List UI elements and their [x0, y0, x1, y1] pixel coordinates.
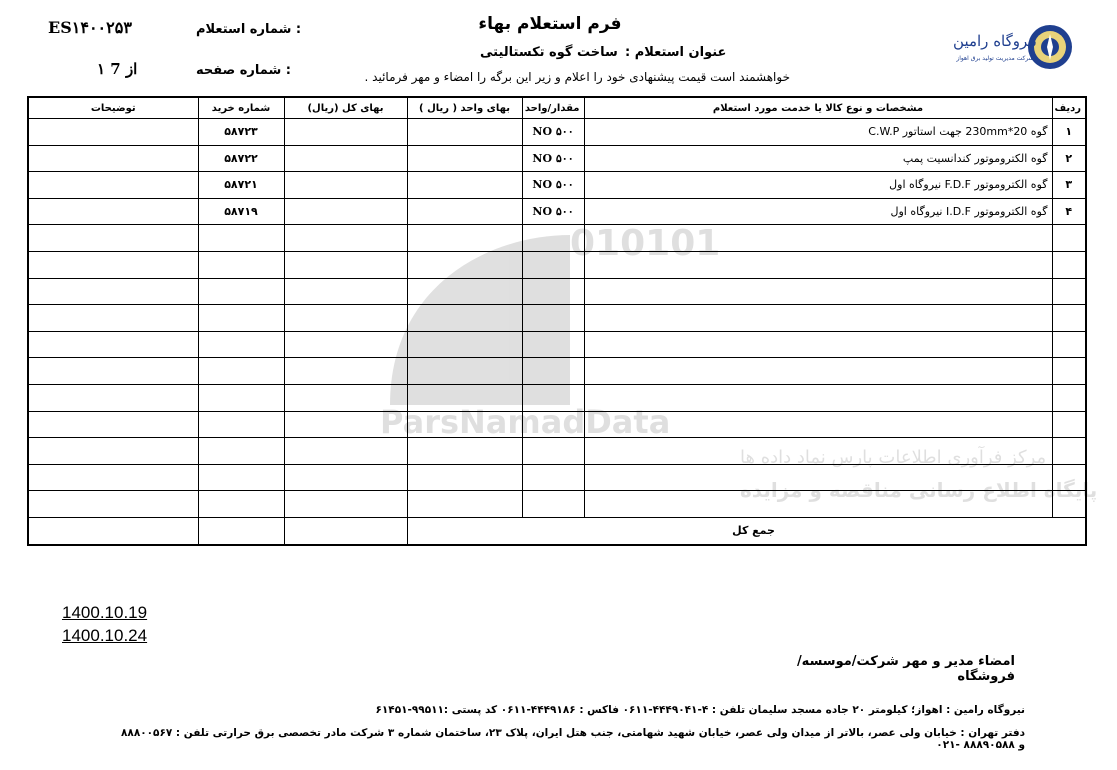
col-desc-header: مشخصات و نوع کالا یا خدمت مورد استعلام	[584, 97, 1052, 119]
purchase-number: ۵۸۷۱۹	[198, 198, 284, 225]
purchase-number: ۵۸۷۲۲	[198, 145, 284, 172]
table-row	[28, 119, 1086, 146]
total-value-cell	[284, 517, 407, 544]
total-purchase-cell	[198, 517, 284, 544]
total-price-cell	[284, 198, 407, 225]
inquiry-table	[27, 96, 1087, 546]
empty-row	[28, 331, 1086, 358]
total-price-cell	[284, 119, 407, 146]
logo-subtext: شرکت مدیریت تولید برق اهواز	[956, 55, 1034, 62]
unit-price-cell	[407, 145, 522, 172]
col-notes-header: توضیحات	[28, 97, 198, 119]
item-quantity: ۵۰۰ NO	[522, 145, 584, 172]
row-number: ۲	[1052, 145, 1086, 172]
company-logo	[953, 22, 1075, 72]
row-number: ۳	[1052, 172, 1086, 199]
notes-cell	[28, 145, 198, 172]
subject-value: ساخت گوه تکستالیتی	[480, 45, 618, 60]
subject-label: عنوان استعلام :	[625, 45, 727, 60]
empty-row	[28, 278, 1086, 305]
page-number-value: ۱ از 7	[97, 60, 138, 78]
total-row	[28, 517, 1086, 544]
unit-price-cell	[407, 172, 522, 199]
inquiry-number-label: شماره استعلام :	[196, 22, 302, 37]
date-1: 1400.10.19	[62, 603, 148, 622]
item-description: گوه الکتروموتور کندانسیت پمپ	[584, 145, 1052, 172]
purchase-number: ۵۸۷۲۱	[198, 172, 284, 199]
col-purchase-no-header: شماره خرید	[198, 97, 284, 119]
empty-row	[28, 491, 1086, 518]
page-number-label: شماره صفحه :	[196, 63, 291, 78]
item-quantity: ۵۰۰ NO	[522, 172, 584, 199]
watermark-line3: پایگاه اطلاع رسانی مناقصه و مزایده	[740, 478, 1098, 502]
empty-row	[28, 411, 1086, 438]
notes-cell	[28, 172, 198, 199]
logo-text: نیروگاه رامین	[953, 32, 1037, 50]
empty-row	[28, 305, 1086, 332]
total-label: جمع کل	[407, 517, 1086, 544]
empty-row	[28, 225, 1086, 252]
item-description: گوه الکتروموتور I.D.F نیروگاه اول	[584, 198, 1052, 225]
total-price-cell	[284, 172, 407, 199]
unit-price-cell	[407, 119, 522, 146]
col-unit-price-header: بهای واحد ( ریال )	[407, 97, 522, 119]
empty-row	[28, 464, 1086, 491]
form-title: فرم استعلام بهاء	[478, 14, 622, 34]
total-price-cell	[284, 145, 407, 172]
item-description: گوه 20*230mm جهت استاتور C.W.P	[584, 119, 1052, 146]
item-description: گوه الکتروموتور F.D.F نیروگاه اول	[584, 172, 1052, 199]
empty-row	[28, 384, 1086, 411]
purchase-number: ۵۸۷۲۳	[198, 119, 284, 146]
table-row	[28, 198, 1086, 225]
watermark-digits: 010101	[570, 223, 721, 264]
request-text: خواهشمند است قیمت پیشنهادی خود را اعلام و زیر این برگه را امضاء و مهر فرمائید .	[364, 70, 790, 84]
notes-cell	[28, 198, 198, 225]
signature-label: امضاء مدیر و مهر شرکت/موسسه/فروشگاه	[796, 654, 1015, 684]
table-header-row	[28, 97, 1086, 119]
footer-address-plant: نیروگاه رامین : اهواز؛ کیلومتر ۲۰ جاده مسجد سلیمان تلفن : ۴-۴۴۴۹۰۴۱-۰۶۱۱ فاکس : ۴۴۴۹۱۸۶-۰۶۱۱ کد پستی :۹۹۵۱۱-۶۱۴۵۱	[375, 704, 1025, 716]
table-row	[28, 145, 1086, 172]
item-quantity: ۵۰۰ NO	[522, 119, 584, 146]
table-row	[28, 172, 1086, 199]
row-number: ۴	[1052, 198, 1086, 225]
watermark-line2: مرکز فرآوری اطلاعات پارس نماد داده ها	[740, 447, 1047, 468]
date-2: 1400.10.24	[62, 626, 148, 645]
empty-row	[28, 438, 1086, 465]
col-row-header: ردیف	[1052, 97, 1086, 119]
empty-row	[28, 358, 1086, 385]
inquiry-number-value: ES۱۴۰۰۲۵۳	[48, 18, 132, 37]
total-notes-cell	[28, 517, 198, 544]
col-total-price-header: بهای کل (ریال)	[284, 97, 407, 119]
empty-row	[28, 251, 1086, 278]
logo-emblem-icon	[953, 22, 1075, 72]
watermark-brand: ParsNamadData	[380, 403, 671, 441]
unit-price-cell	[407, 198, 522, 225]
footer-address-tehran: دفتر تهران : خیابان ولی عصر، بالاتر از میدان ولی عصر، خیابان شهید شهامتی، جنب هتل ایران، پلاک ۲۳، ساختمان شماره ۳ شرکت مادر تخصصی برق حرارتی تلفن : ۸۸۸۰۰۵۶۷ و ۸۸۸۹۰۵۸۸ -۰۲۱	[121, 727, 1025, 751]
col-qty-header: مقدار/واحد	[522, 97, 584, 119]
item-quantity: ۵۰۰ NO	[522, 198, 584, 225]
row-number: ۱	[1052, 119, 1086, 146]
notes-cell	[28, 119, 198, 146]
